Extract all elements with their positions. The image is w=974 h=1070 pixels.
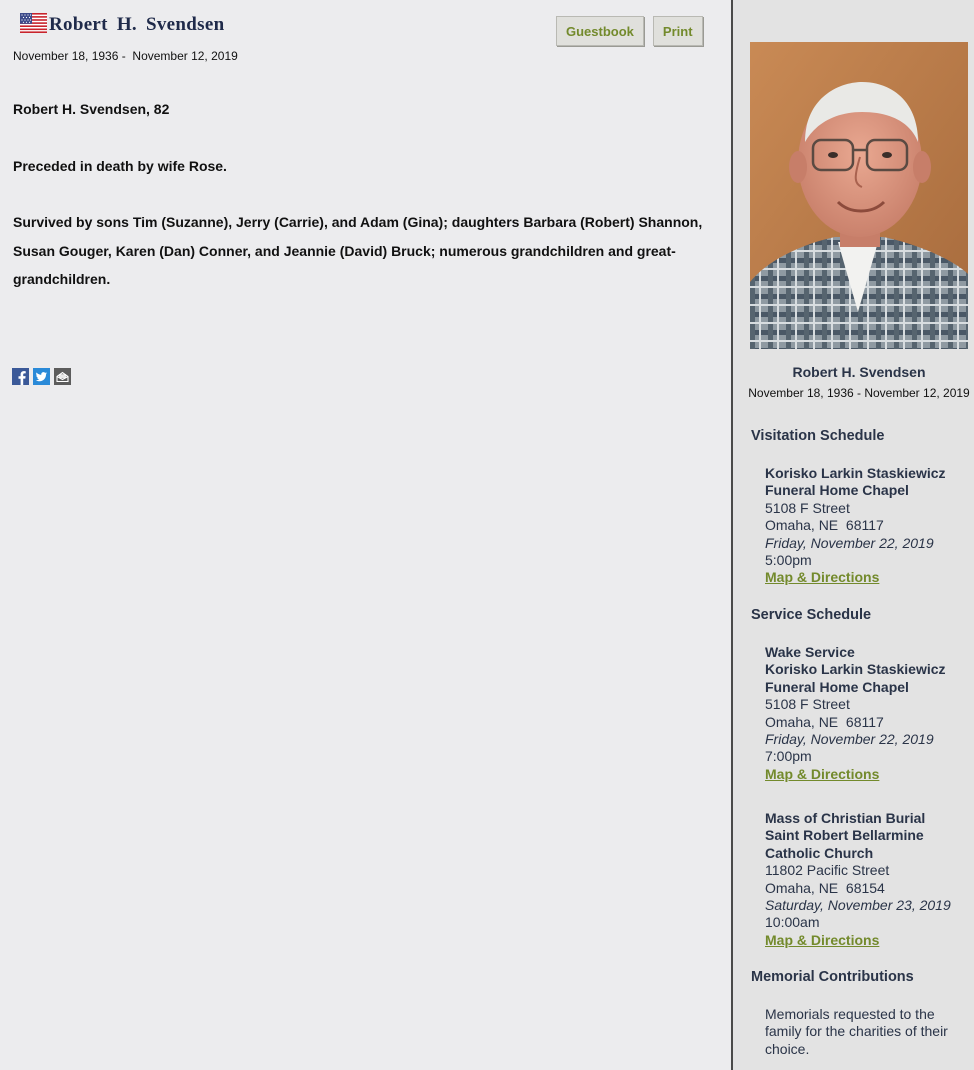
event-city: Omaha, NE 68117: [765, 713, 884, 730]
portrait-photo: [750, 42, 968, 349]
event-type: Mass of Christian Burial: [765, 810, 926, 826]
event-street: 5108 F Street: [765, 499, 850, 516]
event-location: Korisko Larkin Staskiewicz: [765, 465, 946, 481]
event-time: 7:00pm: [765, 748, 812, 765]
print-button[interactable]: Print: [653, 16, 703, 46]
obituary-paragraph: Survived by sons Tim (Suzanne), Jerry (Carrie), and Adam (Gina); daughters Barbara (Robert) Shannon, Susan Gouger, Karen (Dan) Conner, and Jeannie (David) Bruck; numerous grandchildren and great-grandchildren.: [13, 214, 703, 287]
event-time: 5:00pm: [765, 552, 812, 569]
obituary-paragraph: Preceded in death by wife Rose.: [13, 157, 227, 174]
sidebar-name: Robert H. Svendsen: [792, 364, 926, 380]
event-date: Friday, November 22, 2019: [765, 534, 934, 551]
service-event: [765, 644, 970, 783]
event-city: Omaha, NE 68154: [765, 879, 885, 896]
twitter-icon[interactable]: [33, 368, 50, 385]
event-city: Omaha, NE 68117: [765, 517, 884, 534]
social-share-bar: [12, 368, 71, 385]
service-heading: Service Schedule: [751, 607, 872, 623]
email-icon[interactable]: [54, 368, 71, 385]
action-buttons: [556, 16, 703, 46]
event-date: Friday, November 22, 2019: [765, 731, 934, 748]
obituary-dates: November 18, 1936 - November 12, 2019: [13, 49, 238, 63]
event-location: Korisko Larkin Staskiewicz: [765, 661, 946, 678]
event-location: Funeral Home Chapel: [765, 482, 909, 499]
page-title: Robert H. Svendsen: [49, 14, 225, 35]
obituary-text: [13, 95, 703, 322]
event-street: 11802 Pacific Street: [765, 862, 890, 879]
service-event: [765, 810, 970, 949]
event-time: 10:00am: [765, 914, 820, 931]
map-directions-link[interactable]: Map & Directions: [765, 569, 880, 586]
memorial-heading: Memorial Contributions: [751, 969, 914, 985]
facebook-icon[interactable]: [12, 368, 29, 385]
event-street: 5108 F Street: [765, 696, 850, 713]
memorial-text: Memorials requested to the family for the charities of their choice.: [765, 1006, 948, 1057]
guestbook-button[interactable]: Guestbook: [556, 16, 644, 46]
event-type: Wake Service: [765, 644, 855, 660]
obituary-paragraph: Robert H. Svendsen, 82: [13, 101, 170, 117]
event-location: Saint Robert Bellarmine: [765, 827, 924, 844]
sidebar: [733, 0, 974, 1070]
us-flag-icon: [20, 13, 47, 33]
sidebar-dates: November 18, 1936 - November 12, 2019: [748, 386, 970, 400]
event-location: Catholic Church: [765, 844, 874, 861]
event-date: Saturday, November 23, 2019: [765, 897, 951, 914]
map-directions-link[interactable]: Map & Directions: [765, 931, 880, 948]
visitation-heading: Visitation Schedule: [751, 428, 885, 444]
map-directions-link[interactable]: Map & Directions: [765, 765, 880, 782]
obituary-title-row: [20, 14, 224, 36]
visitation-event: [765, 465, 970, 587]
event-location: Funeral Home Chapel: [765, 678, 909, 695]
